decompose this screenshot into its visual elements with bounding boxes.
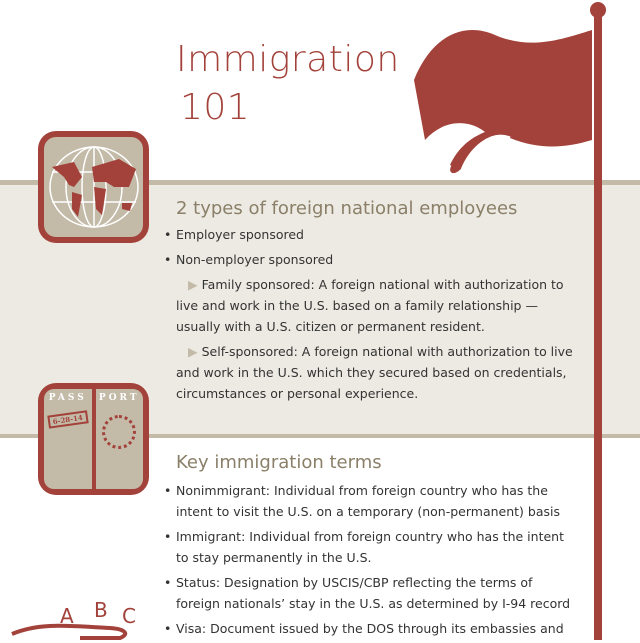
swoosh-icon [10,620,140,640]
section2-list [164,480,574,643]
section1-heading: 2 types of foreign national employees [176,198,518,219]
passport-stamp: 6-28-14 [47,410,88,428]
title-line1: Immigration [176,39,400,80]
sub-item [164,341,574,404]
section2-heading: Key immigration terms [176,452,382,473]
section1-list [164,224,574,408]
list-item: • Nonimmigrant: Individual from foreign country who has the intent to visit the U.S. on a temporary (non-permanent) basis [164,480,574,522]
sub-item-text: Self-sponsored: A foreign national with authorization to live and work in the U.S. which they secured based on credentials, circumstances or personal experience. [176,344,573,401]
list-item: • Employer sponsored [164,224,574,245]
passport-right-text: PORT [98,393,140,403]
sub-item-text: Family sponsored: A foreign national with authorization to live and work in the U.S. based on a family relationship — usually with a U.S. citizen or permanent resident. [176,277,564,334]
letter-a: A [60,604,74,628]
passport-icon [38,383,149,495]
title-line2: 101 [180,87,251,128]
globe-icon [38,131,149,243]
arrow-icon: ▶ [188,277,198,292]
list-item: • Visa: Document issued by the DOS through its embassies and [164,618,574,639]
list-item: • Immigrant: Individual from foreign country who has the intent to stay permanently in the U.S. [164,526,574,568]
passport-left-text: PASS [48,393,87,403]
sub-item [164,274,574,337]
letter-b: B [94,598,108,622]
list-item: • Status: Designation by USCIS/CBP reflecting the terms of foreign nationals’ stay in the U.S. as determined by I-94 record [164,572,574,614]
page-title [176,36,400,132]
letter-c: C [122,604,136,628]
list-item: • Non-employer sponsored [164,249,574,270]
arrow-icon: ▶ [188,344,198,359]
